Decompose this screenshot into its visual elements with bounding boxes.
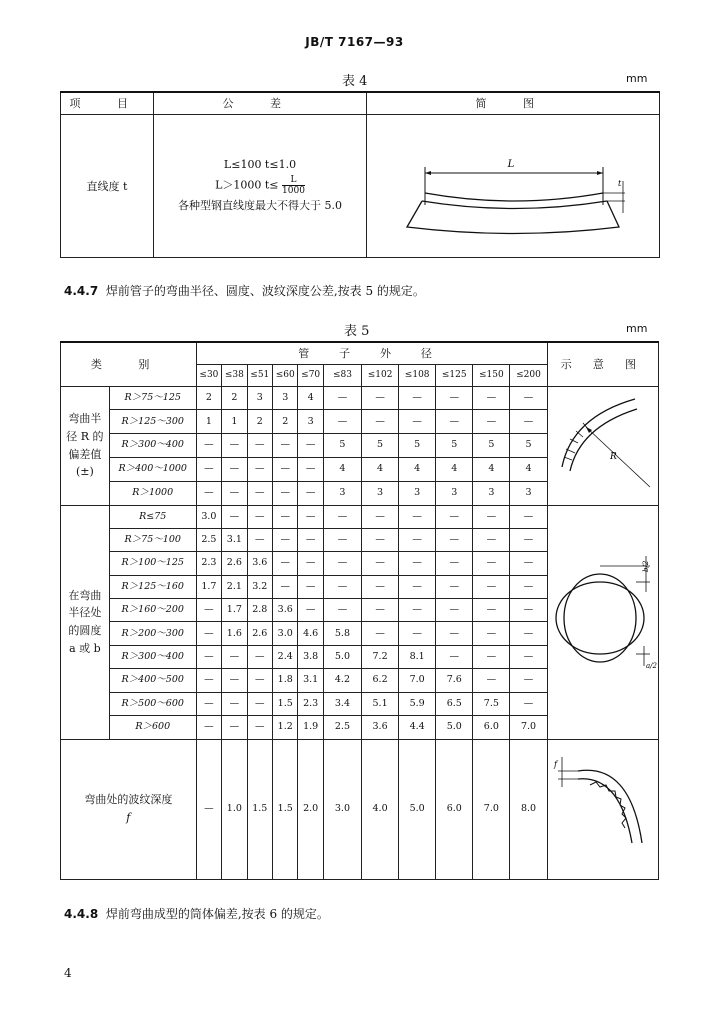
- value-cell: —: [362, 622, 399, 645]
- value-cell: —: [273, 552, 298, 575]
- table4-unit: mm: [626, 72, 648, 85]
- table4-tolerance-cell: [154, 114, 367, 257]
- value-cell: —: [298, 528, 323, 551]
- value-cell: —: [473, 622, 510, 645]
- radius-range-cell: R＞200～300: [109, 622, 196, 645]
- value-cell: 8.1: [399, 645, 436, 668]
- tolerance-line-3: 各种型钢直线度最大不得大于 5.0: [178, 199, 342, 212]
- value-cell: —: [247, 716, 272, 739]
- value-cell: 2.6: [222, 552, 247, 575]
- paragraph-4-4-8: [64, 905, 329, 922]
- group-corrugation-label: [61, 739, 197, 879]
- radius-range-cell: R＞400～1000: [109, 457, 196, 481]
- table4-sketch-cell: [367, 114, 660, 257]
- group-label-line: 偏差值: [68, 447, 102, 461]
- value-cell: 2: [222, 386, 247, 410]
- value-cell: 5.0: [436, 716, 473, 739]
- radius-range-cell: R＞75～100: [109, 528, 196, 551]
- value-cell: 6.0: [436, 739, 473, 879]
- value-cell: 2.0: [298, 739, 323, 879]
- value-cell: 7.5: [473, 692, 510, 715]
- value-cell: —: [399, 552, 436, 575]
- value-cell: —: [436, 386, 473, 410]
- value-cell: —: [247, 669, 272, 692]
- group-label-line: f: [126, 811, 131, 824]
- clause-text-447: 焊前管子的弯曲半径、圆度、波纹深度公差,按表 5 的规定。: [105, 284, 425, 298]
- table4-item-straightness: [61, 114, 154, 257]
- value-cell: 3.1: [222, 528, 247, 551]
- value-cell: —: [222, 505, 247, 528]
- value-cell: 3.1: [298, 669, 323, 692]
- value-cell: —: [362, 410, 399, 434]
- value-cell: —: [323, 599, 361, 622]
- value-cell: 1.7: [222, 599, 247, 622]
- value-cell: —: [510, 645, 547, 668]
- value-cell: 7.2: [362, 645, 399, 668]
- value-cell: —: [298, 481, 323, 505]
- group-radius-deviation-label: [61, 386, 110, 505]
- value-cell: 5.0: [323, 645, 361, 668]
- value-cell: 4: [510, 457, 547, 481]
- radius-range-cell: R＞400～500: [109, 669, 196, 692]
- value-cell: —: [196, 481, 221, 505]
- value-cell: —: [196, 434, 221, 458]
- value-cell: 2: [196, 386, 221, 410]
- fraction-denominator: 1000: [282, 186, 305, 196]
- tolerance-fraction: [282, 175, 305, 196]
- value-cell: 5: [510, 434, 547, 458]
- group-label-line: 的圆度: [68, 624, 102, 637]
- value-cell: —: [436, 505, 473, 528]
- value-cell: 5.9: [399, 692, 436, 715]
- group-label-line: a 或 b: [69, 641, 101, 655]
- table5-caption: 表 5: [344, 324, 370, 339]
- value-cell: 3.0: [323, 739, 361, 879]
- value-cell: 1: [196, 410, 221, 434]
- value-cell: —: [473, 575, 510, 598]
- fraction-numerator: L: [282, 175, 305, 186]
- value-cell: 3: [473, 481, 510, 505]
- value-cell: —: [436, 552, 473, 575]
- value-cell: —: [436, 599, 473, 622]
- diag-b2-label: b/2: [642, 560, 651, 572]
- value-cell: 1.9: [298, 716, 323, 739]
- value-cell: —: [298, 575, 323, 598]
- od-col-header: ≤108: [399, 364, 436, 386]
- group-label-line: 在弯曲: [68, 588, 102, 602]
- value-cell: 5: [436, 434, 473, 458]
- group-label-line: 弯曲半: [68, 412, 102, 426]
- od-col-header: ≤102: [362, 364, 399, 386]
- value-cell: —: [273, 505, 298, 528]
- value-cell: —: [362, 528, 399, 551]
- value-cell: 3.2: [247, 575, 272, 598]
- value-cell: 2.3: [196, 552, 221, 575]
- value-cell: —: [473, 552, 510, 575]
- value-cell: —: [273, 481, 298, 505]
- tolerance-line-2: [154, 175, 366, 196]
- value-cell: —: [436, 528, 473, 551]
- value-cell: 2.5: [196, 528, 221, 551]
- tolerance-line-1: L≤100 t≤1.0: [223, 158, 297, 171]
- radius-range-cell: R＞100～125: [109, 552, 196, 575]
- value-cell: —: [510, 528, 547, 551]
- tolerance-line-2-prefix: L＞1000 t≤: [215, 178, 279, 192]
- dim-L-label: L: [507, 158, 515, 170]
- radius-range-cell: R＞300～400: [109, 434, 196, 458]
- value-cell: 5: [323, 434, 361, 458]
- value-cell: —: [323, 575, 361, 598]
- value-cell: —: [273, 457, 298, 481]
- value-cell: 3.0: [273, 622, 298, 645]
- value-cell: 4: [362, 457, 399, 481]
- value-cell: 7.0: [473, 739, 510, 879]
- straightness-label: 直线度 t: [86, 179, 128, 193]
- value-cell: —: [399, 505, 436, 528]
- value-cell: —: [196, 457, 221, 481]
- group-label-line: 弯曲处的波纹深度: [84, 793, 173, 807]
- value-cell: 4: [473, 457, 510, 481]
- standard-header: JB/T 7167—93: [305, 35, 404, 49]
- value-cell: —: [323, 505, 361, 528]
- value-cell: 3.6: [247, 552, 272, 575]
- value-cell: 3.6: [273, 599, 298, 622]
- value-cell: 2.5: [323, 716, 361, 739]
- group-label-line: (±): [75, 465, 94, 479]
- value-cell: —: [436, 410, 473, 434]
- radius-range-cell: R＞500～600: [109, 692, 196, 715]
- value-cell: 3: [510, 481, 547, 505]
- value-cell: 4.0: [362, 739, 399, 879]
- value-cell: 6.0: [473, 716, 510, 739]
- value-cell: —: [222, 481, 247, 505]
- diag-R-label: R: [610, 451, 618, 462]
- radius-range-cell: R＞300～400: [109, 645, 196, 668]
- value-cell: —: [273, 575, 298, 598]
- value-cell: 7.0: [399, 669, 436, 692]
- value-cell: —: [247, 457, 272, 481]
- value-cell: 4: [298, 386, 323, 410]
- value-cell: —: [473, 505, 510, 528]
- value-cell: —: [436, 575, 473, 598]
- diag-f-label: f: [554, 759, 558, 769]
- value-cell: 4.2: [323, 669, 361, 692]
- value-cell: —: [399, 599, 436, 622]
- value-cell: —: [273, 434, 298, 458]
- value-cell: —: [298, 599, 323, 622]
- value-cell: 3: [436, 481, 473, 505]
- value-cell: —: [362, 599, 399, 622]
- value-cell: —: [196, 669, 221, 692]
- value-cell: 3.6: [362, 716, 399, 739]
- value-cell: 5: [473, 434, 510, 458]
- table5-header-diagram: 示 意 图: [547, 342, 658, 386]
- value-cell: —: [298, 505, 323, 528]
- group-label-line: 半径处: [68, 606, 102, 620]
- value-cell: —: [222, 716, 247, 739]
- value-cell: —: [473, 599, 510, 622]
- value-cell: —: [399, 622, 436, 645]
- od-col-header: ≤30: [196, 364, 221, 386]
- radius-range-cell: R＞125～160: [109, 575, 196, 598]
- value-cell: —: [323, 410, 361, 434]
- clause-number-448: 4.4.8: [64, 907, 99, 921]
- value-cell: 7.0: [510, 716, 547, 739]
- value-cell: 3: [247, 386, 272, 410]
- value-cell: —: [510, 386, 547, 410]
- value-cell: —: [298, 552, 323, 575]
- bend-radius-diagram: [550, 387, 655, 502]
- value-cell: —: [362, 575, 399, 598]
- value-cell: 4: [436, 457, 473, 481]
- value-cell: —: [399, 528, 436, 551]
- value-cell: 1.5: [247, 739, 272, 879]
- value-cell: 8.0: [510, 739, 547, 879]
- value-cell: —: [510, 692, 547, 715]
- value-cell: 6.2: [362, 669, 399, 692]
- ovality-diagram-cell: [547, 505, 658, 739]
- corrugation-diagram-cell: [547, 739, 658, 879]
- value-cell: 1: [222, 410, 247, 434]
- table4: [60, 91, 660, 258]
- value-cell: —: [473, 386, 510, 410]
- value-cell: 2.4: [273, 645, 298, 668]
- value-cell: —: [247, 434, 272, 458]
- value-cell: —: [222, 645, 247, 668]
- bend-radius-diagram-cell: [547, 386, 658, 505]
- value-cell: 2.8: [247, 599, 272, 622]
- value-cell: —: [222, 457, 247, 481]
- od-col-header: ≤38: [222, 364, 247, 386]
- value-cell: —: [222, 692, 247, 715]
- table4-caption: 表 4: [342, 74, 368, 89]
- value-cell: 3: [298, 410, 323, 434]
- value-cell: —: [473, 669, 510, 692]
- value-cell: —: [510, 505, 547, 528]
- ovality-diagram: [550, 506, 658, 736]
- radius-range-cell: R＞160～200: [109, 599, 196, 622]
- value-cell: —: [510, 410, 547, 434]
- table4-header-tolerance: 公 差: [154, 92, 367, 114]
- value-cell: —: [196, 692, 221, 715]
- value-cell: —: [196, 739, 221, 879]
- value-cell: —: [510, 622, 547, 645]
- value-cell: —: [510, 669, 547, 692]
- value-cell: —: [196, 716, 221, 739]
- value-cell: 4: [323, 457, 361, 481]
- paragraph-4-4-7: [64, 282, 425, 299]
- od-col-header: ≤51: [247, 364, 272, 386]
- value-cell: —: [473, 528, 510, 551]
- value-cell: 1.0: [222, 739, 247, 879]
- value-cell: 3: [362, 481, 399, 505]
- page-number: 4: [64, 966, 72, 980]
- value-cell: 5: [362, 434, 399, 458]
- radius-range-cell: R＞75～125: [109, 386, 196, 410]
- value-cell: —: [222, 434, 247, 458]
- radius-range-cell: R≤75: [109, 505, 196, 528]
- od-col-header: ≤60: [273, 364, 298, 386]
- table4-header-sketch: 简 图: [367, 92, 660, 114]
- value-cell: 6.5: [436, 692, 473, 715]
- clause-text-448: 焊前弯曲成型的筒体偏差,按表 6 的规定。: [105, 907, 329, 921]
- value-cell: —: [362, 552, 399, 575]
- value-cell: —: [273, 528, 298, 551]
- value-cell: —: [323, 528, 361, 551]
- radius-range-cell: R＞125～300: [109, 410, 196, 434]
- value-cell: 2: [273, 410, 298, 434]
- od-col-header: ≤150: [473, 364, 510, 386]
- value-cell: —: [510, 599, 547, 622]
- od-col-header: ≤70: [298, 364, 323, 386]
- value-cell: 3: [273, 386, 298, 410]
- group-label-line: 径 R 的: [66, 429, 104, 443]
- od-col-header: ≤125: [436, 364, 473, 386]
- clause-number-447: 4.4.7: [64, 284, 99, 298]
- value-cell: —: [362, 386, 399, 410]
- value-cell: 1.5: [273, 692, 298, 715]
- radius-range-cell: R＞1000: [109, 481, 196, 505]
- radius-range-cell: R＞600: [109, 716, 196, 739]
- value-cell: 2.1: [222, 575, 247, 598]
- value-cell: —: [247, 645, 272, 668]
- value-cell: —: [473, 410, 510, 434]
- value-cell: 1.5: [273, 739, 298, 879]
- value-cell: 4.6: [298, 622, 323, 645]
- value-cell: —: [298, 457, 323, 481]
- value-cell: 2: [247, 410, 272, 434]
- value-cell: 5.1: [362, 692, 399, 715]
- value-cell: —: [247, 528, 272, 551]
- value-cell: —: [196, 599, 221, 622]
- value-cell: —: [362, 505, 399, 528]
- value-cell: 3: [399, 481, 436, 505]
- value-cell: 3.4: [323, 692, 361, 715]
- value-cell: 1.8: [273, 669, 298, 692]
- value-cell: 3.0: [196, 505, 221, 528]
- value-cell: —: [399, 410, 436, 434]
- table5: [60, 341, 659, 880]
- value-cell: —: [247, 505, 272, 528]
- value-cell: 4: [399, 457, 436, 481]
- value-cell: 1.2: [273, 716, 298, 739]
- value-cell: 5: [399, 434, 436, 458]
- value-cell: 2.6: [247, 622, 272, 645]
- dim-t-label: t: [618, 178, 622, 188]
- value-cell: —: [247, 692, 272, 715]
- table5-unit: mm: [626, 322, 648, 335]
- value-cell: 3.8: [298, 645, 323, 668]
- value-cell: —: [196, 645, 221, 668]
- value-cell: —: [399, 575, 436, 598]
- value-cell: 7.6: [436, 669, 473, 692]
- group-ovality-label: [61, 505, 110, 739]
- value-cell: 1.6: [222, 622, 247, 645]
- value-cell: 2.3: [298, 692, 323, 715]
- value-cell: 5.8: [323, 622, 361, 645]
- corrugation-diagram: [550, 743, 655, 873]
- value-cell: —: [323, 386, 361, 410]
- value-cell: —: [399, 386, 436, 410]
- value-cell: —: [510, 575, 547, 598]
- value-cell: 4.4: [399, 716, 436, 739]
- od-col-header: ≤200: [510, 364, 547, 386]
- value-cell: —: [473, 645, 510, 668]
- value-cell: —: [247, 481, 272, 505]
- value-cell: —: [196, 622, 221, 645]
- value-cell: —: [510, 552, 547, 575]
- table5-header-od: 管 子 外 径: [196, 342, 547, 364]
- value-cell: —: [323, 552, 361, 575]
- od-col-header: ≤83: [323, 364, 361, 386]
- value-cell: 3: [323, 481, 361, 505]
- diag-a2-label: a/2: [646, 661, 658, 670]
- value-cell: —: [436, 645, 473, 668]
- table4-header-item: 项 目: [61, 92, 154, 114]
- value-cell: —: [436, 622, 473, 645]
- value-cell: —: [222, 669, 247, 692]
- value-cell: 1.7: [196, 575, 221, 598]
- value-cell: —: [298, 434, 323, 458]
- table5-header-category: 类 别: [61, 342, 197, 386]
- value-cell: 5.0: [399, 739, 436, 879]
- straightness-diagram: [367, 115, 660, 257]
